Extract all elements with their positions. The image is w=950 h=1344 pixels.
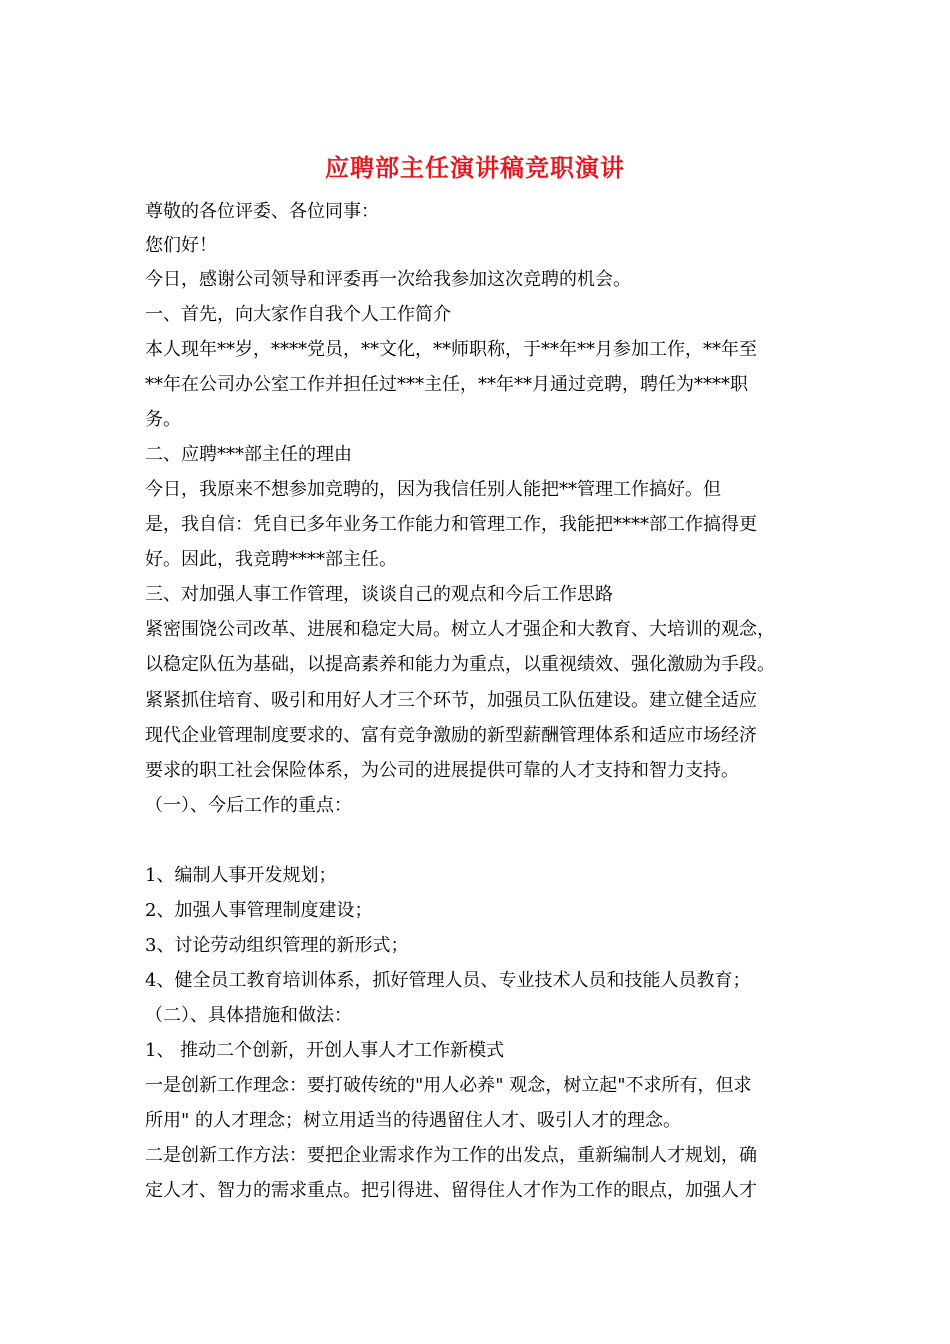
body-line-management-3: 紧紧抓住培育、吸引和用好人才三个环节，加强员工队伍建设。建立健全适应 bbox=[145, 690, 757, 711]
document-title: 应聘部主任演讲稿竞职演讲 bbox=[325, 153, 625, 182]
list-item-3: 3、讨论劳动组织管理的新形式； bbox=[145, 935, 409, 956]
body-line-reason-1: 今日，我原来不想参加竞聘的，因为我信任别人能把**管理工作搞好。但 bbox=[145, 479, 721, 500]
body-line-management-5: 要求的职工社会保险体系，为公司的进展提供可靠的人才支持和智力支持。 bbox=[145, 760, 739, 781]
subsection-heading-measures: （二）、具体措施和做法： bbox=[145, 1005, 352, 1026]
body-line-intro-3: 务。 bbox=[145, 409, 181, 430]
list-item-1: 1、编制人事开发规划； bbox=[145, 865, 337, 886]
section-heading-reason: 二、应聘***部主任的理由 bbox=[145, 444, 352, 465]
body-line-reason-2: 是，我自信：凭自已多年业务工作能力和管理工作，我能把****部工作搞得更 bbox=[145, 514, 757, 535]
body-line-measure-4: 定人才、智力的需求重点。把引得进、留得住人才作为工作的眼点，加强人才 bbox=[145, 1180, 757, 1201]
list-item-2: 2、加强人事管理制度建设； bbox=[145, 900, 373, 921]
body-line-reason-3: 好。因此，我竞聘****部主任。 bbox=[145, 549, 397, 570]
body-line-intro-2: **年在公司办公室工作并担任过***主任，**年**月通过竞聘，聘任为****职 bbox=[145, 374, 748, 395]
body-line-measure-3: 二是创新工作方法：要把企业需求作为工作的出发点，重新编制人才规划，确 bbox=[145, 1145, 757, 1166]
body-line-management-1: 紧密围饶公司改革、进展和稳定大局。树立人才强企和大教育、大培训的观念， bbox=[145, 619, 775, 640]
list-item-4: 4、健全员工教育培训体系，抓好管理人员、专业技术人员和技能人员教育； bbox=[145, 970, 751, 991]
body-line-measure-2: 所用" 的人才理念；树立用适当的待遇留住人才、吸引人才的理念。 bbox=[145, 1110, 681, 1131]
subsection-heading-focus: （一）、今后工作的重点： bbox=[145, 795, 352, 816]
body-line-management-2: 以稳定队伍为基础，以提高素养和能力为重点，以重视绩效、强化激励为手段。 bbox=[145, 654, 775, 675]
measure-heading-1: 1、 推动二个创新，开创人事人才工作新模式 bbox=[145, 1040, 505, 1061]
section-heading-management: 三、对加强人事工作管理，谈谈自己的观点和今后工作思路 bbox=[145, 584, 613, 605]
body-line-measure-1: 一是创新工作理念：要打破传统的"用人必养" 观念，树立起"不求所有，但求 bbox=[145, 1075, 752, 1096]
section-heading-intro: 一、首先，向大家作自我个人工作简介 bbox=[145, 304, 451, 325]
body-line-intro-1: 本人现年**岁，****党员，**文化，**师职称，于**年**月参加工作，**年至 bbox=[145, 339, 757, 360]
body-line-greeting: 您们好！ bbox=[145, 235, 217, 256]
body-line-thanks: 今日，感谢公司领导和评委再一次给我参加这次竞聘的机会。 bbox=[145, 269, 631, 290]
body-line-management-4: 现代企业管理制度要求的、富有竞争激励的新型薪酬管理体系和适应市场经济 bbox=[145, 725, 757, 746]
body-line-salutation: 尊敬的各位评委、各位同事： bbox=[145, 201, 379, 222]
